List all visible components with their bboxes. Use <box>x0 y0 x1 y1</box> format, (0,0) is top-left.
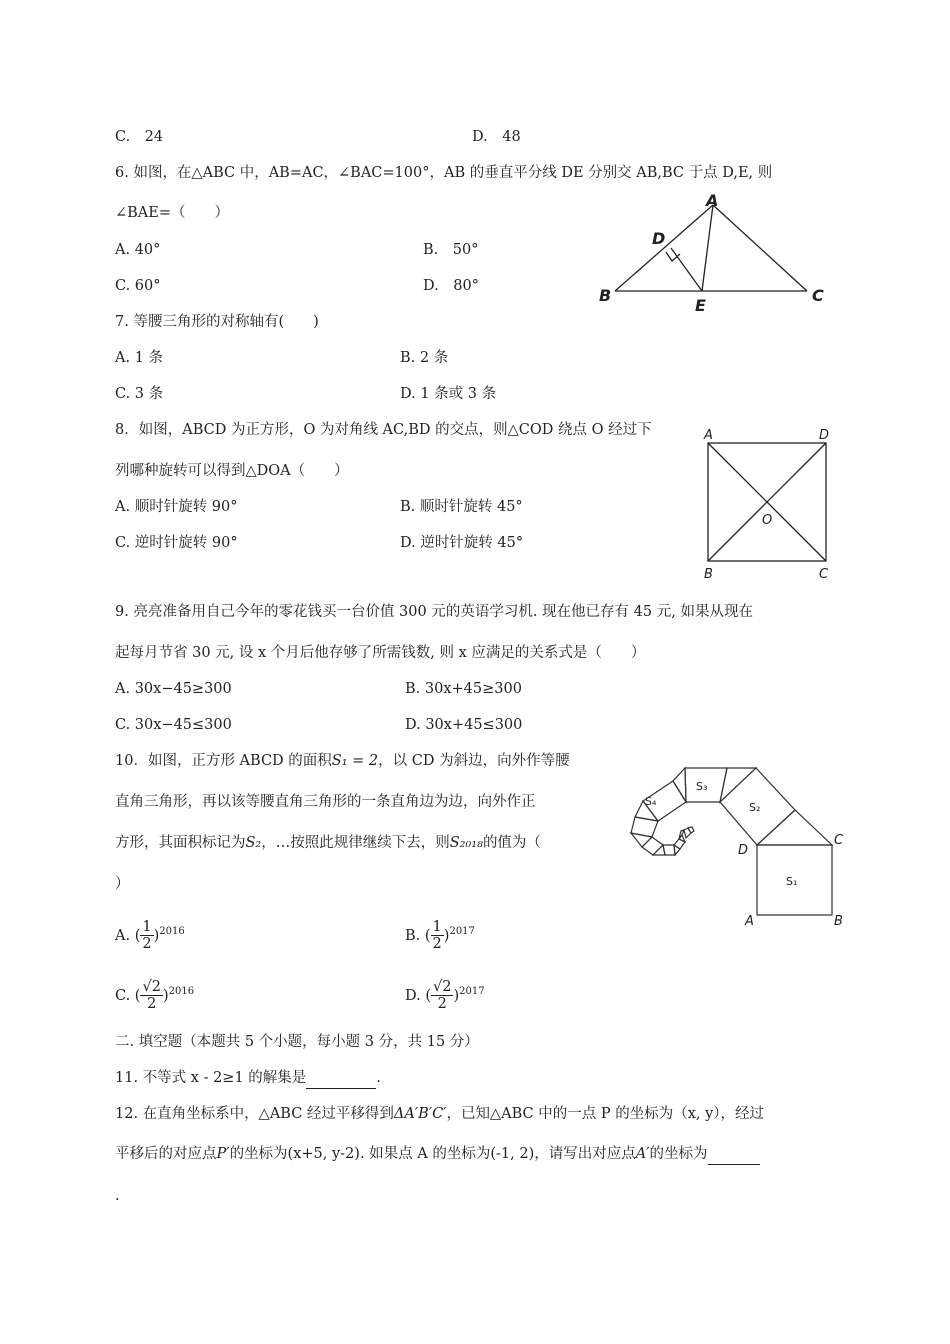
q12-stem-line1 <box>115 1104 764 1124</box>
q10-triangle-1 <box>757 810 832 845</box>
q9-option-c: C. 30x−45≤300 <box>115 717 232 733</box>
q10-option-a-numerator: 1 <box>142 919 152 936</box>
q10-s2-formula: S₂ <box>245 835 262 851</box>
q8-label-c: C <box>819 567 829 582</box>
q9-option-d: D. 30x+45≤300 <box>405 717 523 733</box>
q10-label-a: A <box>745 914 754 929</box>
q6-stem-line2: ∠BAE=（ ） <box>115 205 230 221</box>
q10-option-d-label: D. <box>405 987 421 1004</box>
q8-option-b: B. 顺时针旋转 45° <box>400 499 523 515</box>
q6-segment-de <box>671 248 702 291</box>
q8-square-figure <box>700 425 840 585</box>
q10-tail-10 <box>684 828 691 838</box>
q9-option-a: A. 30x−45≥300 <box>115 681 232 697</box>
q7-option-a: A. 1 条 <box>115 350 164 366</box>
q10-label-s1: S₁ <box>786 875 798 888</box>
q10-option-c: C. ( $\frac{√2}{2}$ )$^{2016}$ <box>115 979 195 1013</box>
q10-option-b-denominator: 2 <box>432 936 442 953</box>
q6-stem-line1: 6. 如图，在△ABC 中，AB=AC，∠BAC=100°，AB 的垂直平分线 DE 分别交 AB,BC 于点 D,E, 则 <box>115 165 773 181</box>
q12-stem-2c: 的坐标为 <box>649 1146 708 1162</box>
q12-point-p-prime: P′ <box>216 1146 230 1162</box>
q8-stem-line2: 列哪种旋转可以得到△DOA（ ） <box>115 463 349 479</box>
q12-stem-2a: 平移后的对应点 <box>115 1146 217 1162</box>
q7-option-d: D. 1 条或 3 条 <box>400 386 497 402</box>
q12-answer-blank[interactable] <box>708 1144 760 1165</box>
q10-option-d-fraction <box>431 979 453 1012</box>
q6-option-b: B. 50° <box>423 242 479 258</box>
q10-option-b-exponent: 2017 <box>449 926 475 937</box>
q11-line <box>115 1068 381 1089</box>
q6-label-b: B <box>599 286 612 305</box>
q10-stem-1b: ，以 CD 为斜边，向外作等腰 <box>378 753 570 769</box>
q10-option-c-exponent: 2016 <box>168 986 195 997</box>
q6-label-a: A <box>706 191 719 210</box>
q11-end: . <box>376 1070 381 1086</box>
q10-option-a-label: A. <box>115 927 131 944</box>
q8-option-c: C. 逆时针旋转 90° <box>115 535 238 551</box>
q7-option-b: B. 2 条 <box>400 350 449 366</box>
q11-answer-blank[interactable] <box>306 1068 376 1089</box>
q10-label-c: C <box>834 833 844 848</box>
q10-label-s2: S₂ <box>749 801 761 814</box>
q9-stem-line1: 9. 亮亮准备用自己今年的零花钱买一台价值 300 元的英语学习机. 现在他已存有 45 元, 如果从现在 <box>115 604 753 620</box>
q10-stem-3a: 方形，其面积标记为 <box>115 835 246 851</box>
q6-side-ab <box>615 205 713 291</box>
q6-label-e: E <box>695 296 706 315</box>
q10-stem-line2: 直角三角形，再以该等腰直角三角形的一条直角边为边，向外作正 <box>115 794 536 810</box>
q6-triangle-figure <box>595 190 845 320</box>
q10-square-7 <box>663 845 675 855</box>
q8-option-a: A. 顺时针旋转 90° <box>115 499 238 515</box>
q6-option-c: C. 60° <box>115 278 161 294</box>
q11-stem: 11. 不等式 x - 2≥1 的解集是 <box>115 1070 307 1086</box>
q8-option-d: D. 逆时针旋转 45° <box>400 535 524 551</box>
q10-option-d-numerator: √2 <box>433 979 452 996</box>
q7-stem: 7. 等腰三角形的对称轴有( ) <box>115 314 319 330</box>
q12-stem-2b: 的坐标为(x+5, y-2). 如果点 A 的坐标为(-1, 2)，请写出对应点 <box>229 1146 636 1162</box>
q6-option-a: A. 40° <box>115 242 161 258</box>
q10-option-c-denominator: 2 <box>147 996 157 1013</box>
q9-option-b: B. 30x+45≥300 <box>405 681 522 697</box>
q8-label-d: D <box>819 428 830 443</box>
q8-label-a: A <box>704 428 713 443</box>
q10-option-b: B. ( $\frac{1}{2}$ )$^{2017}$ <box>405 919 475 953</box>
q10-option-b-fraction <box>431 919 444 952</box>
q6-right-angle-mark <box>666 252 680 261</box>
q6-label-c: C <box>812 286 824 305</box>
q10-stem-line3 <box>115 833 541 853</box>
q12-point-a-prime: A′ <box>635 1146 650 1162</box>
q10-option-b-numerator: 1 <box>432 919 442 936</box>
q10-tail-11 <box>688 827 694 833</box>
q8-stem-line1: 8．如图，ABCD 为正方形，O 为对角线 AC,BD 的交点，则△COD 绕点 O 经过下 <box>115 422 652 438</box>
q5-option-d: D. 48 <box>472 129 521 145</box>
q10-stem-1a: 10．如图，正方形 ABCD 的面积 <box>115 753 332 769</box>
q8-label-b: B <box>704 567 713 582</box>
q6-label-d: D <box>652 229 666 248</box>
q6-segment-ae <box>702 205 713 291</box>
q10-label-s4: S₄ <box>645 795 657 808</box>
q10-spiral-figure <box>625 755 850 930</box>
q6-side-ac <box>713 205 807 291</box>
q12-stem-1a: 12. 在直角坐标系中，△ABC 经过平移得到 <box>115 1106 394 1122</box>
section-2-heading: 二. 填空题（本题共 5 个小题，每小题 3 分，共 15 分） <box>115 1034 479 1050</box>
q10-option-c-label: C. <box>115 987 131 1004</box>
q10-option-a: A. ( $\frac{1}{2}$ )$^{2016}$ <box>115 919 185 953</box>
q10-option-a-exponent: 2016 <box>159 926 185 937</box>
q6-option-d: D. 80° <box>423 278 479 294</box>
q10-stem-3c: 的值为（ <box>482 835 541 851</box>
q10-s1-formula: S₁ = 2 <box>331 753 379 769</box>
q9-stem-line2: 起每月节省 30 元, 设 x 个月后他存够了所需钱数, 则 x 应满足的关系式是（ ） <box>115 645 646 661</box>
q10-s2018-formula: S₂₀₁₈ <box>449 835 483 851</box>
q10-option-d-denominator: 2 <box>437 996 447 1013</box>
q10-option-c-numerator: √2 <box>142 979 161 996</box>
q10-label-d: D <box>738 843 749 858</box>
q10-option-c-fraction <box>140 979 162 1012</box>
q10-stem-3b: ，…按照此规律继续下去，则 <box>261 835 450 851</box>
q10-option-d: D. ( $\frac{√2}{2}$ )$^{2017}$ <box>405 979 485 1013</box>
q10-square-6 <box>642 837 663 855</box>
q10-option-b-label: B. <box>405 927 421 944</box>
q12-stem-line2 <box>115 1144 760 1165</box>
q10-stem-line1 <box>115 751 570 771</box>
q8-label-o: O <box>762 513 773 528</box>
q10-option-a-fraction <box>140 919 153 952</box>
q10-label-b: B <box>834 914 843 929</box>
q10-option-a-denominator: 2 <box>142 936 152 953</box>
q10-option-d-exponent: 2017 <box>459 986 485 997</box>
q5-option-c: C. 24 <box>115 129 164 145</box>
q10-square-8 <box>674 839 685 849</box>
q7-option-c: C. 3 条 <box>115 386 164 402</box>
q12-triangle-prime: ΔA′B′C′ <box>393 1106 447 1122</box>
q12-stem-1b: ，已知△ABC 中的一点 P 的坐标为（x, y），经过 <box>446 1106 765 1122</box>
q12-end: . <box>115 1188 120 1204</box>
q10-label-s3: S₃ <box>696 780 708 793</box>
q10-stem-line4: ） <box>115 876 130 892</box>
